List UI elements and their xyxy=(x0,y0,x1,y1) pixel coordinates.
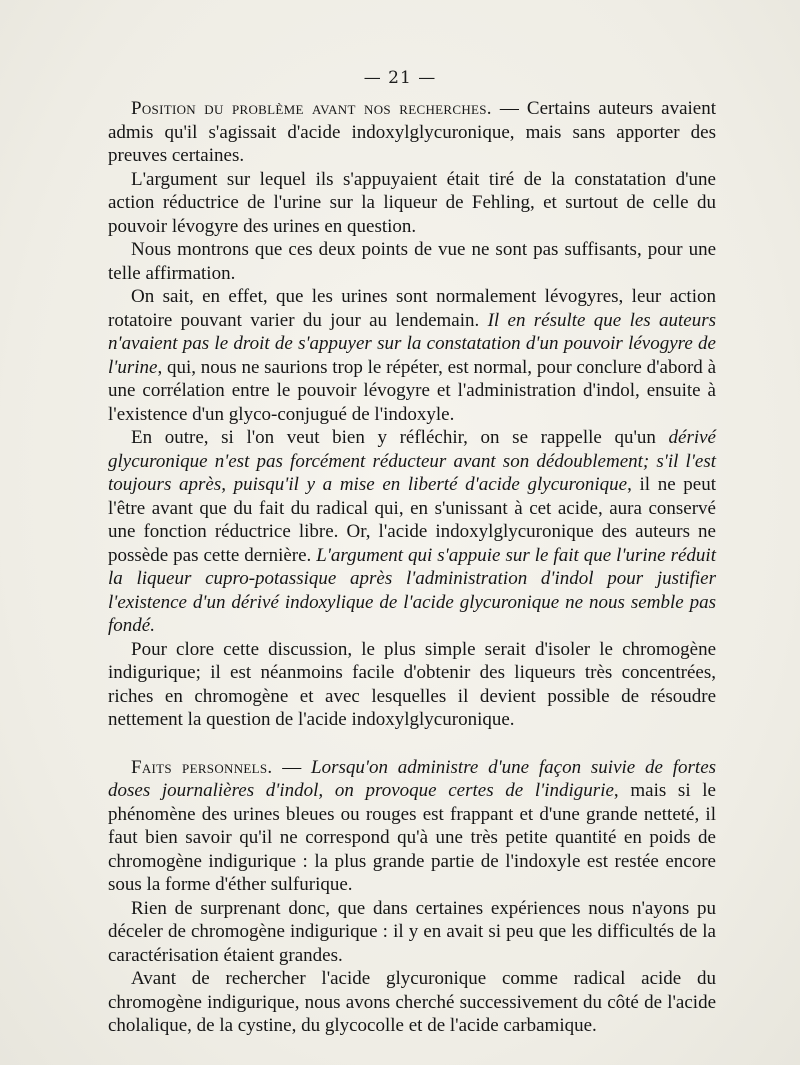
paragraph-p7 xyxy=(108,756,716,897)
text-run: Nous montrons que ces deux points de vue ne sont pas suffisants, pour une telle affirmation. xyxy=(108,239,716,284)
body-text xyxy=(108,97,716,1038)
text-run: Rien de surprenant donc, que dans certaines expériences nous n'ayons pu déceler de chromogène indigurique : il y en avait si peu que les difficultés de la caractérisation étaient grandes. xyxy=(108,897,716,966)
paragraph-p4 xyxy=(108,285,716,426)
italic-text: dérivé glycuronique n'est pas forcément réducteur avant son dédoublement; s'il l'est toujours après, puisqu'il y a mise en liberté d'acide glycuronique xyxy=(108,427,716,495)
text-run: Avant de rechercher l'acide glycuronique comme radical acide du chromogène indigurique, nous avons cherché successivement du côté de l'acide cholalique, de la cystine, du glycocolle et de l'acide carbamique. xyxy=(108,968,716,1036)
text-run: L'argument sur lequel ils s'appuyaient était tiré de la constatation d'une action réductrice de l'urine sur la liqueur de Fehling, et surtout de celle du pouvoir lévogyre des urines en question. xyxy=(108,168,716,237)
text-run: , il ne peut l'être avant que du fait du radical qui, en s'unissant à cet acide, aura conservé une fonction réductrice libre. Or, l'acide indoxylglycuronique des auteurs ne possède pas cette dernière. xyxy=(108,474,717,566)
section-heading: Faits personnels. xyxy=(131,756,273,778)
paragraph-p3 xyxy=(108,238,716,285)
italic-text: Il en résulte que les auteurs n'avaient pas le droit de s'appuyer sur la constatation d'un pouvoir lévogyre de l'urine xyxy=(108,309,716,378)
text-run: — xyxy=(272,756,312,778)
paragraph-p1 xyxy=(108,97,716,168)
paragraph-p6 xyxy=(108,638,716,732)
italic-text: Lorsqu'on administre d'une façon suivie de fortes doses journalières d'indol, on provoque certes de l'indigurie xyxy=(108,756,717,801)
text-run: On sait, en effet, que les urines sont normalement lévogyres, leur action rotatoire pouvant varier du jour au lendemain. xyxy=(108,286,716,331)
text-run: — Certains auteurs avaient admis qu'il s'agissait d'acide indoxylglycuronique, mais sans apporter des preuves certaines. xyxy=(108,98,716,166)
paragraph-p9 xyxy=(108,967,716,1038)
section-heading: Position du problème avant nos recherches. xyxy=(131,98,492,119)
text-run: , qui, nous ne saurions trop le répéter, est normal, pour conclure d'abord à une corrélation entre le pouvoir lévogyre et l'administration d'indol, ensuite à l'existence d'un glyco-conjugué de l'indoxyle. xyxy=(108,356,716,425)
paragraph-p5 xyxy=(108,426,716,638)
text-run: En outre, si l'on veut bien y réfléchir, on se rappelle qu'un xyxy=(131,427,669,448)
text-run: Pour clore cette discussion, le plus simple serait d'isoler le chromogène indigurique; il est néanmoins facile d'obtenir des liqueurs très concentrées, riches en chromogène et avec lesquelles il devient possible de résoudre nettement la question de l'acide indoxylglycuronique. xyxy=(108,638,716,730)
page-number: — 21 — xyxy=(363,68,437,88)
paragraph-p2 xyxy=(108,168,716,239)
paragraph-p8 xyxy=(108,897,716,968)
italic-text: L'argument qui s'appuie sur le fait que l'urine réduit la liqueur cupro-potassique après l'administration d'indol pour justifier l'existence d'un dérivé indoxylique de l'acide glycuronique ne nous semble pas fondé. xyxy=(108,544,716,636)
text-run: , mais si le phénomène des urines bleues ou rouges est frappant et d'une grande netteté, il faut bien savoir qu'il ne correspond qu'à une très petite quantité en poids de chromogène indigurique : la plus grande partie de l'indoxyle est restée encore sous la forme d'éther sulfurique. xyxy=(108,780,716,895)
